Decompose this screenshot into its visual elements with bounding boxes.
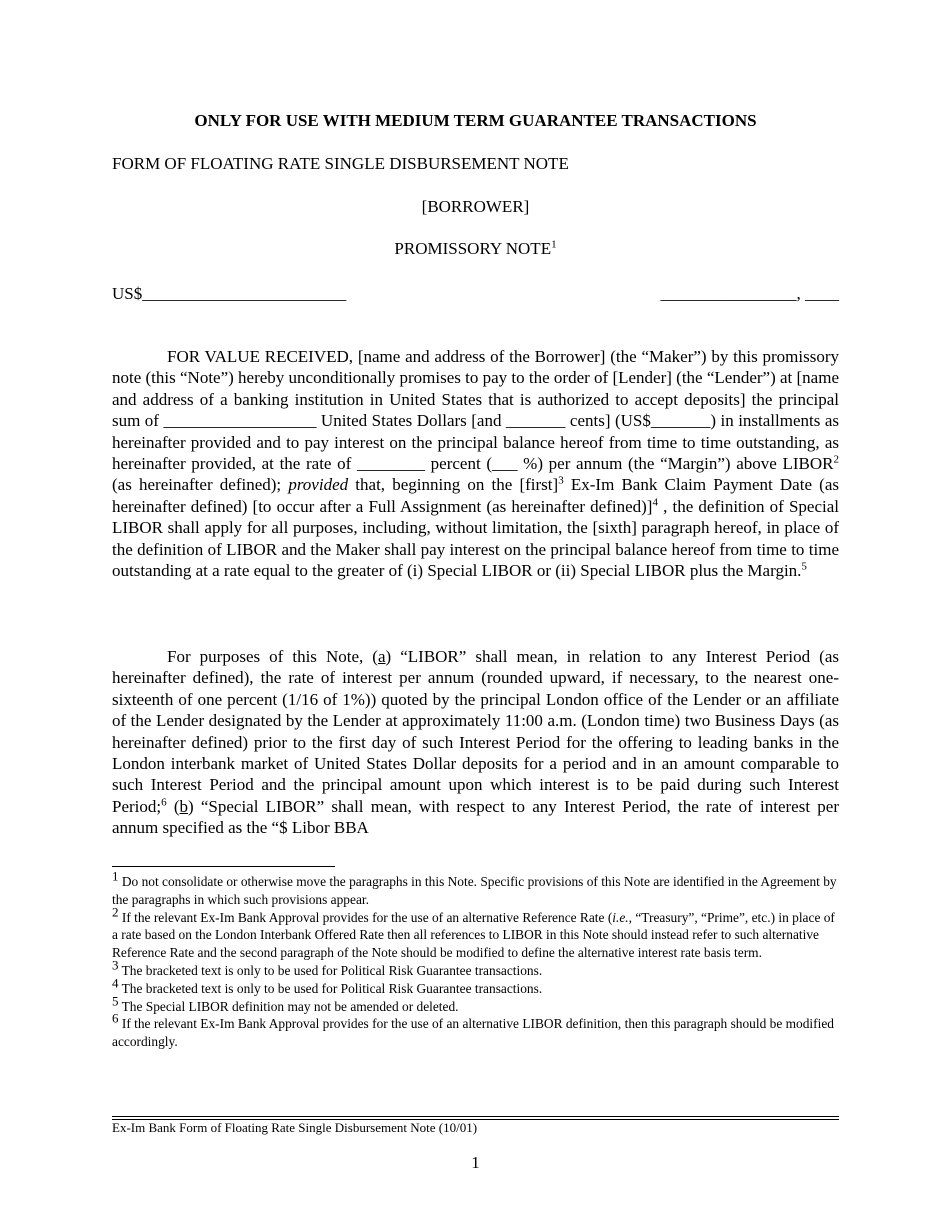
note-title-text: PROMISSORY NOTE: [394, 239, 552, 258]
footnote-number: 4: [112, 975, 119, 991]
footnote-ref-6: 6: [161, 796, 167, 809]
footnote-1: [112, 868, 839, 909]
footnote-ref-4: 4: [652, 496, 658, 509]
footnote-number: 1: [112, 868, 119, 884]
footnote-ref-1: 1: [551, 238, 557, 251]
para1-text: that, beginning on the [first]: [348, 475, 559, 495]
clause-a-marker: a: [377, 647, 386, 666]
footnote-5: [112, 993, 839, 1016]
paragraph-libor-definition: [112, 646, 839, 839]
footnote-ie: i.e.,: [612, 909, 632, 925]
para1-text: FOR VALUE RECEIVED, [name and address of the Borrower] (the “Maker”) by this promissory note (this “Note”) hereby unconditionally promises to pay to the order of [Lender] (the “Lender”) at [name and address of a banking institution in United States that is authorized to accept deposits] the principal sum of __________________ United States Dollars [and _______ cents] (US$_______) in installments as hereinafter provided and to pay interest on the principal balance hereof from time to time outstanding, as hereinafter provided, at the rate of ________ percent (___ %) per annum (the “Margin”) above LIBOR: [112, 347, 839, 474]
footer-rule: [112, 1116, 839, 1117]
footnote-separator: [112, 866, 335, 867]
paragraph-promise: [112, 346, 839, 581]
borrower-placeholder: [BORROWER]: [421, 197, 530, 216]
restriction-heading: ONLY FOR USE WITH MEDIUM TERM GUARANTEE TRANSACTIONS: [194, 111, 757, 130]
footnote-text: “Treasury”, “Prime”, etc.) in place of a rate based on the London Interbank Offered Rate then all references to LIBOR in this Note should instead refer to such alternative Reference Rate and the second paragraph of the Note should be modified to define the alternative interest rate basis term.: [112, 909, 835, 961]
provided-term: provided: [288, 475, 349, 495]
footnote-number: 5: [112, 993, 119, 1009]
para1-text: , the definition of Special LIBOR shall apply for all purposes, including, without limitation, the [sixth] paragraph hereof, in place of the definition of LIBOR and the Maker shall pay interest on the principal balance hereof from time to time outstanding at a rate equal to the greater of (i) Special LIBOR or (ii) Special LIBOR plus the Margin.: [112, 496, 839, 581]
note-title: [112, 239, 839, 259]
footnote-text: If the relevant Ex-Im Bank Approval provides for the use of an alternative LIBOR definition, then this paragraph should be modified accordingly.: [112, 1016, 834, 1050]
para2-text: ) “Special LIBOR” shall mean, with respect to any Interest Period, the rate of interest per annum specified as the “$ Libor BBA: [112, 796, 839, 838]
date-blank: ________________, ____: [660, 284, 839, 303]
footnote-ref-3: 3: [558, 474, 564, 487]
footnote-text: If the relevant Ex-Im Bank Approval provides for the use of an alternative Reference Rate (: [121, 909, 613, 925]
footnote-6: [112, 1010, 839, 1051]
footnote-2: [112, 904, 839, 962]
footnote-text: The bracketed text is only to be used for Political Risk Guarantee transactions.: [121, 962, 543, 978]
footnote-text: The bracketed text is only to be used for Political Risk Guarantee transactions.: [121, 980, 543, 996]
page-number: 1: [471, 1153, 480, 1172]
para1-text: Ex-Im Bank Claim Payment Date (as hereinafter defined) [to occur after a Full Assignment (as hereinafter defined)]: [112, 475, 839, 516]
footnote-4: [112, 975, 839, 998]
form-title: FORM OF FLOATING RATE SINGLE DISBURSEMENT NOTE: [112, 154, 569, 173]
footnote-ref-2: 2: [833, 453, 839, 466]
clause-b-marker: b: [179, 796, 188, 816]
para1-text: (as hereinafter defined);: [112, 475, 289, 495]
footnote-text: Do not consolidate or otherwise move the paragraphs in this Note. Specific provisions of this Note are identified in the Agreement by the paragraphs in which such provisions appear.: [112, 874, 837, 907]
amount-date-line: [112, 284, 839, 306]
footnotes: [112, 868, 839, 1051]
para2-text: ) “LIBOR” shall mean, in relation to any Interest Period (as hereinafter defined), the rate of interest per annum (rounded upward, if necessary, to the nearest one-sixteenth of one percent (1/16 of 1%)) quoted by the principal London office of the Lender or an affiliate of the Lender designated by the Lender at approximately 11:00 a.m. (London time) two Business Days (as hereinafter defined) prior to the first day of such Interest Period for the offering to leading banks in the London interbank market of United States Dollar deposits for a period and in an amount comparable to such Interest Period and the principal amount upon which interest is to be paid during such Interest Period;: [112, 647, 839, 816]
footnote-ref-5: 5: [801, 560, 807, 573]
para2-text: For purposes of this Note, (: [167, 647, 378, 666]
footnote-text: The Special LIBOR definition may not be amended or deleted.: [121, 998, 459, 1014]
footnote-number: 3: [112, 957, 119, 973]
para2-text: (: [166, 796, 180, 816]
amount-blank: US$________________________: [112, 284, 347, 303]
footnote-3: [112, 957, 839, 980]
footnote-number: 6: [112, 1010, 119, 1026]
footnote-number: 2: [112, 904, 119, 920]
footer-form-id: Ex-Im Bank Form of Floating Rate Single Disbursement Note (10/01): [112, 1120, 478, 1135]
